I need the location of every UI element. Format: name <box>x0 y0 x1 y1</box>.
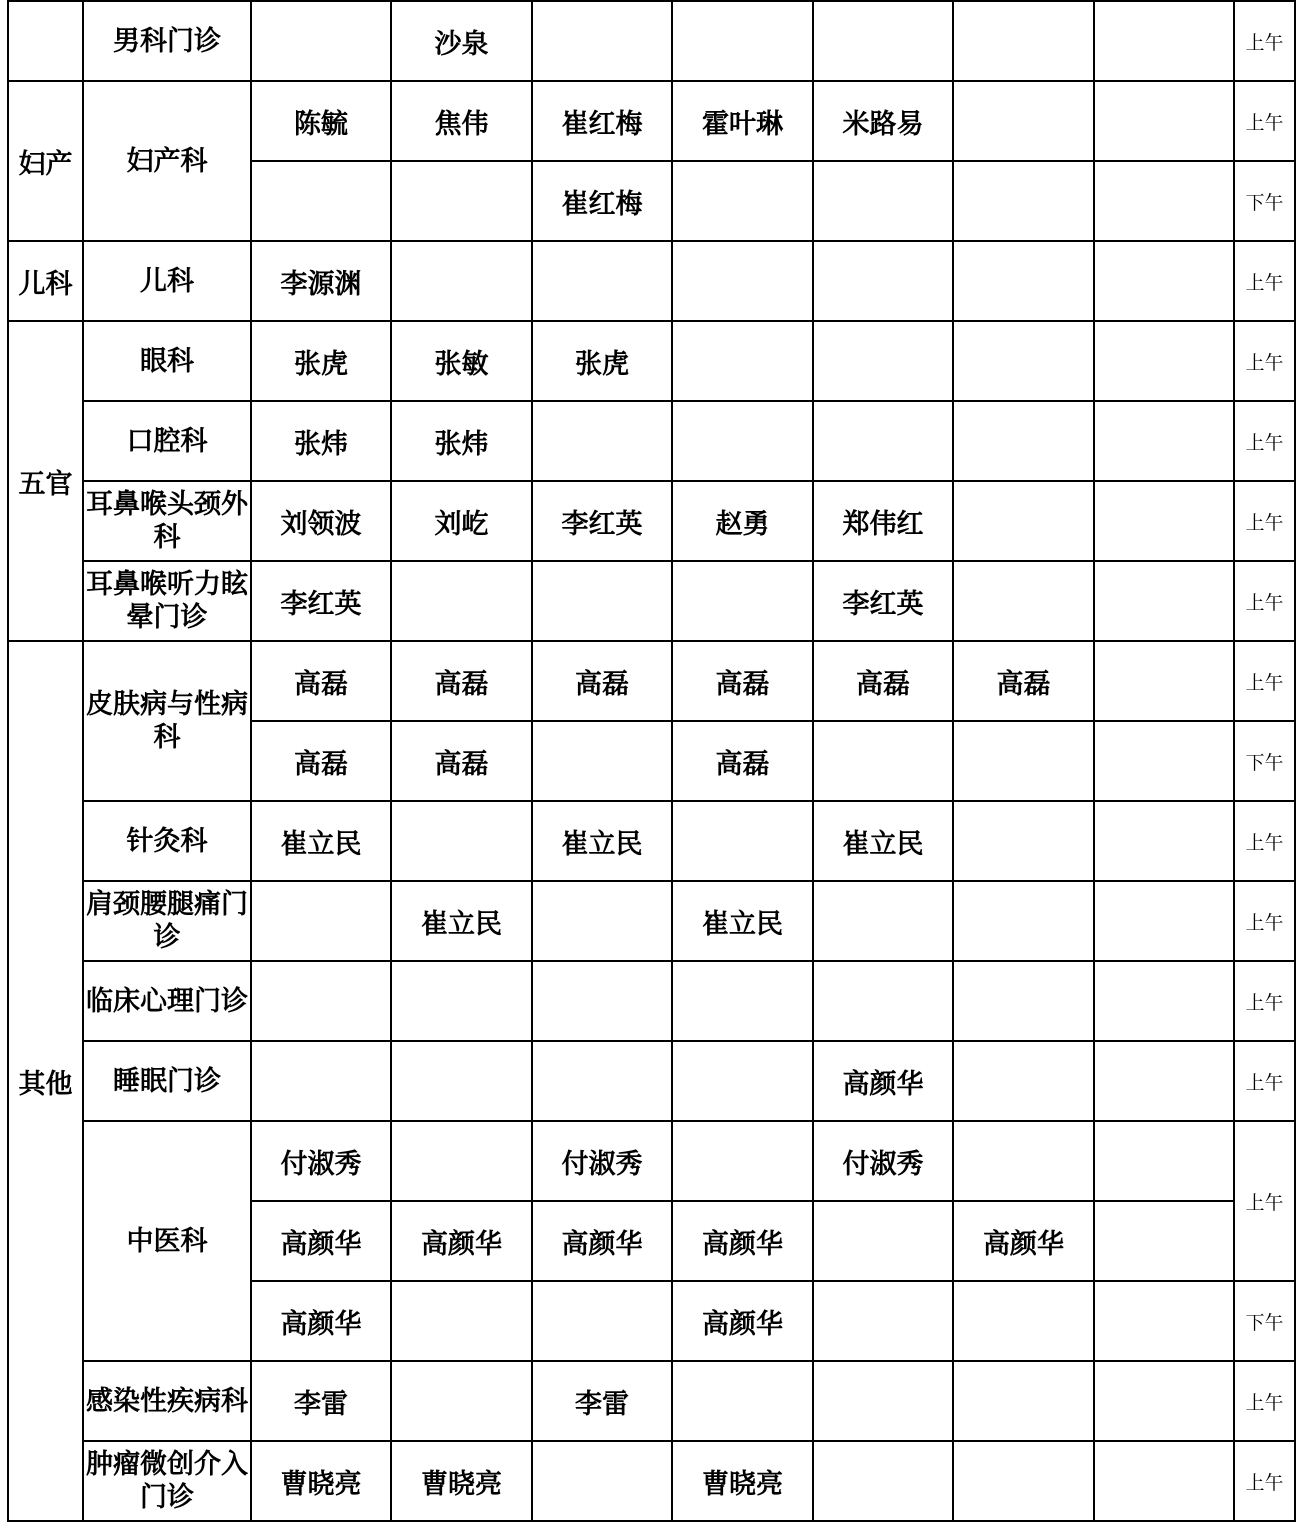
doctor-cell <box>532 961 672 1041</box>
doctor-cell <box>813 1361 953 1441</box>
department-name-cell: 眼科 <box>83 321 251 401</box>
doctor-cell <box>953 81 1094 161</box>
doctor-cell <box>672 321 813 401</box>
table-row <box>8 1041 1295 1121</box>
doctor-cell <box>672 401 813 481</box>
session-period-cell: 上午 <box>1234 81 1295 161</box>
doctor-cell <box>391 1121 532 1201</box>
doctor-cell <box>953 1441 1094 1521</box>
doctor-cell: 陈毓 <box>251 81 391 161</box>
session-period-cell: 上午 <box>1234 1361 1295 1441</box>
doctor-cell <box>532 1441 672 1521</box>
doctor-cell: 李源渊 <box>251 241 391 321</box>
doctor-cell <box>953 961 1094 1041</box>
department-name-cell: 肿瘤微创介入门诊 <box>83 1441 251 1521</box>
department-name-cell: 妇产科 <box>83 81 251 241</box>
session-period-cell: 上午 <box>1234 641 1295 721</box>
doctor-cell <box>672 1 813 81</box>
doctor-cell <box>1094 161 1234 241</box>
table-row <box>8 481 1295 561</box>
table-row <box>8 1441 1295 1521</box>
department-name-cell: 儿科 <box>83 241 251 321</box>
doctor-cell <box>1094 1121 1234 1201</box>
doctor-cell <box>1094 1 1234 81</box>
doctor-cell <box>1094 321 1234 401</box>
department-name-cell: 睡眠门诊 <box>83 1041 251 1121</box>
doctor-cell <box>1094 1441 1234 1521</box>
doctor-cell <box>813 1441 953 1521</box>
doctor-cell: 赵勇 <box>672 481 813 561</box>
doctor-cell <box>813 241 953 321</box>
table-row <box>8 801 1295 881</box>
doctor-cell <box>953 1 1094 81</box>
doctor-cell <box>1094 641 1234 721</box>
doctor-cell: 张虎 <box>532 321 672 401</box>
table-row <box>8 401 1295 481</box>
doctor-cell <box>1094 961 1234 1041</box>
department-name-cell: 耳鼻喉头颈外科 <box>83 481 251 561</box>
doctor-cell <box>672 801 813 881</box>
doctor-cell: 高磊 <box>672 721 813 801</box>
doctor-cell <box>672 161 813 241</box>
department-name-cell: 中医科 <box>83 1121 251 1361</box>
doctor-cell: 高颜华 <box>672 1201 813 1281</box>
session-period-cell: 上午 <box>1234 1041 1295 1121</box>
doctor-cell <box>251 881 391 961</box>
department-group-cell: 妇产 <box>8 81 83 241</box>
doctor-cell: 高磊 <box>813 641 953 721</box>
doctor-cell: 刘屹 <box>391 481 532 561</box>
session-period-cell: 上午 <box>1234 961 1295 1041</box>
doctor-cell: 焦伟 <box>391 81 532 161</box>
doctor-cell: 张敏 <box>391 321 532 401</box>
doctor-cell <box>1094 241 1234 321</box>
department-name-cell: 临床心理门诊 <box>83 961 251 1041</box>
doctor-cell: 高颜华 <box>532 1201 672 1281</box>
session-period-cell: 下午 <box>1234 721 1295 801</box>
doctor-cell <box>813 1 953 81</box>
doctor-cell: 曹晓亮 <box>391 1441 532 1521</box>
doctor-cell: 高颜华 <box>251 1201 391 1281</box>
doctor-cell <box>532 721 672 801</box>
doctor-cell <box>1094 881 1234 961</box>
doctor-cell: 曹晓亮 <box>672 1441 813 1521</box>
doctor-cell <box>813 1281 953 1361</box>
doctor-cell <box>672 961 813 1041</box>
table-row <box>8 1121 1295 1201</box>
doctor-cell: 郑伟红 <box>813 481 953 561</box>
doctor-cell <box>813 881 953 961</box>
doctor-cell: 刘领波 <box>251 481 391 561</box>
doctor-cell <box>1094 1281 1234 1361</box>
department-name-cell: 男科门诊 <box>83 1 251 81</box>
doctor-cell <box>672 561 813 641</box>
doctor-cell <box>813 401 953 481</box>
doctor-cell <box>953 401 1094 481</box>
doctor-cell <box>1094 801 1234 881</box>
doctor-cell: 李红英 <box>532 481 672 561</box>
department-group-cell: 五官 <box>8 321 83 641</box>
doctor-cell: 李红英 <box>813 561 953 641</box>
doctor-cell: 崔立民 <box>813 801 953 881</box>
department-name-cell: 耳鼻喉听力眩晕门诊 <box>83 561 251 641</box>
doctor-cell: 高颜华 <box>672 1281 813 1361</box>
doctor-cell: 高磊 <box>391 721 532 801</box>
doctor-cell <box>953 321 1094 401</box>
table-row <box>8 641 1295 721</box>
doctor-cell: 李红英 <box>251 561 391 641</box>
doctor-cell: 高磊 <box>251 641 391 721</box>
department-name-cell: 肩颈腰腿痛门诊 <box>83 881 251 961</box>
session-period-cell: 上午 <box>1234 881 1295 961</box>
table-row <box>8 81 1295 161</box>
table-row <box>8 961 1295 1041</box>
doctor-cell <box>953 481 1094 561</box>
doctor-cell <box>1094 81 1234 161</box>
doctor-cell <box>532 881 672 961</box>
doctor-cell: 付淑秀 <box>251 1121 391 1201</box>
doctor-cell: 高磊 <box>953 641 1094 721</box>
doctor-cell <box>1094 401 1234 481</box>
doctor-cell <box>532 401 672 481</box>
doctor-cell: 高颜华 <box>251 1281 391 1361</box>
doctor-cell: 张虎 <box>251 321 391 401</box>
doctor-cell: 崔立民 <box>532 801 672 881</box>
doctor-cell <box>391 1281 532 1361</box>
session-period-cell: 上午 <box>1234 1121 1295 1281</box>
department-group-cell: 儿科 <box>8 241 83 321</box>
session-period-cell: 下午 <box>1234 1281 1295 1361</box>
doctor-cell: 米路易 <box>813 81 953 161</box>
department-name-cell: 针灸科 <box>83 801 251 881</box>
session-period-cell: 上午 <box>1234 481 1295 561</box>
table-row <box>8 561 1295 641</box>
doctor-cell <box>391 1361 532 1441</box>
doctor-cell: 李雷 <box>251 1361 391 1441</box>
doctor-cell: 高磊 <box>672 641 813 721</box>
doctor-cell <box>532 561 672 641</box>
table-row <box>8 321 1295 401</box>
doctor-cell <box>1094 721 1234 801</box>
doctor-cell: 高颜华 <box>813 1041 953 1121</box>
doctor-cell <box>532 1 672 81</box>
doctor-cell <box>953 1361 1094 1441</box>
doctor-cell <box>813 1201 953 1281</box>
doctor-cell <box>953 1041 1094 1121</box>
doctor-cell <box>813 321 953 401</box>
session-period-cell: 上午 <box>1234 401 1295 481</box>
doctor-cell <box>813 721 953 801</box>
doctor-cell: 高磊 <box>251 721 391 801</box>
doctor-cell: 高颜华 <box>953 1201 1094 1281</box>
department-name-cell: 皮肤病与性病科 <box>83 641 251 801</box>
doctor-cell <box>672 1041 813 1121</box>
department-name-cell: 感染性疾病科 <box>83 1361 251 1441</box>
doctor-cell <box>532 1041 672 1121</box>
doctor-cell <box>251 161 391 241</box>
doctor-cell <box>391 241 532 321</box>
doctor-cell: 高磊 <box>391 641 532 721</box>
doctor-cell <box>1094 561 1234 641</box>
doctor-cell <box>1094 481 1234 561</box>
doctor-cell <box>251 1041 391 1121</box>
clinic-schedule-table <box>7 0 1296 1522</box>
doctor-cell: 曹晓亮 <box>251 1441 391 1521</box>
doctor-cell <box>251 1 391 81</box>
doctor-cell <box>532 241 672 321</box>
doctor-cell <box>672 1121 813 1201</box>
doctor-cell <box>672 1361 813 1441</box>
doctor-cell: 崔红梅 <box>532 81 672 161</box>
doctor-cell <box>532 1281 672 1361</box>
session-period-cell: 上午 <box>1234 561 1295 641</box>
doctor-cell: 付淑秀 <box>813 1121 953 1201</box>
doctor-cell <box>953 881 1094 961</box>
doctor-cell <box>953 721 1094 801</box>
doctor-cell: 霍叶琳 <box>672 81 813 161</box>
doctor-cell: 崔立民 <box>672 881 813 961</box>
doctor-cell: 付淑秀 <box>532 1121 672 1201</box>
doctor-cell: 崔立民 <box>391 881 532 961</box>
doctor-cell: 高颜华 <box>391 1201 532 1281</box>
department-group-cell <box>8 1 83 81</box>
doctor-cell <box>391 961 532 1041</box>
doctor-cell <box>953 1281 1094 1361</box>
table-row <box>8 1361 1295 1441</box>
doctor-cell <box>953 161 1094 241</box>
doctor-cell <box>953 801 1094 881</box>
session-period-cell: 上午 <box>1234 1 1295 81</box>
doctor-cell: 张炜 <box>251 401 391 481</box>
session-period-cell: 上午 <box>1234 321 1295 401</box>
doctor-cell <box>251 961 391 1041</box>
table-row <box>8 881 1295 961</box>
table-row <box>8 241 1295 321</box>
session-period-cell: 上午 <box>1234 241 1295 321</box>
doctor-cell: 李雷 <box>532 1361 672 1441</box>
doctor-cell: 崔红梅 <box>532 161 672 241</box>
doctor-cell <box>953 1121 1094 1201</box>
doctor-cell: 张炜 <box>391 401 532 481</box>
doctor-cell <box>1094 1041 1234 1121</box>
doctor-cell <box>391 561 532 641</box>
department-name-cell: 口腔科 <box>83 401 251 481</box>
doctor-cell <box>391 1041 532 1121</box>
doctor-cell <box>1094 1201 1234 1281</box>
doctor-cell <box>391 801 532 881</box>
doctor-cell <box>813 961 953 1041</box>
doctor-cell <box>672 241 813 321</box>
doctor-cell: 崔立民 <box>251 801 391 881</box>
department-group-cell: 其他 <box>8 641 83 1521</box>
session-period-cell: 下午 <box>1234 161 1295 241</box>
doctor-cell: 沙泉 <box>391 1 532 81</box>
doctor-cell <box>953 561 1094 641</box>
doctor-cell <box>1094 1361 1234 1441</box>
session-period-cell: 上午 <box>1234 801 1295 881</box>
session-period-cell: 上午 <box>1234 1441 1295 1521</box>
doctor-cell <box>813 161 953 241</box>
doctor-cell: 高磊 <box>532 641 672 721</box>
doctor-cell <box>391 161 532 241</box>
doctor-cell <box>953 241 1094 321</box>
table-row <box>8 1 1295 81</box>
